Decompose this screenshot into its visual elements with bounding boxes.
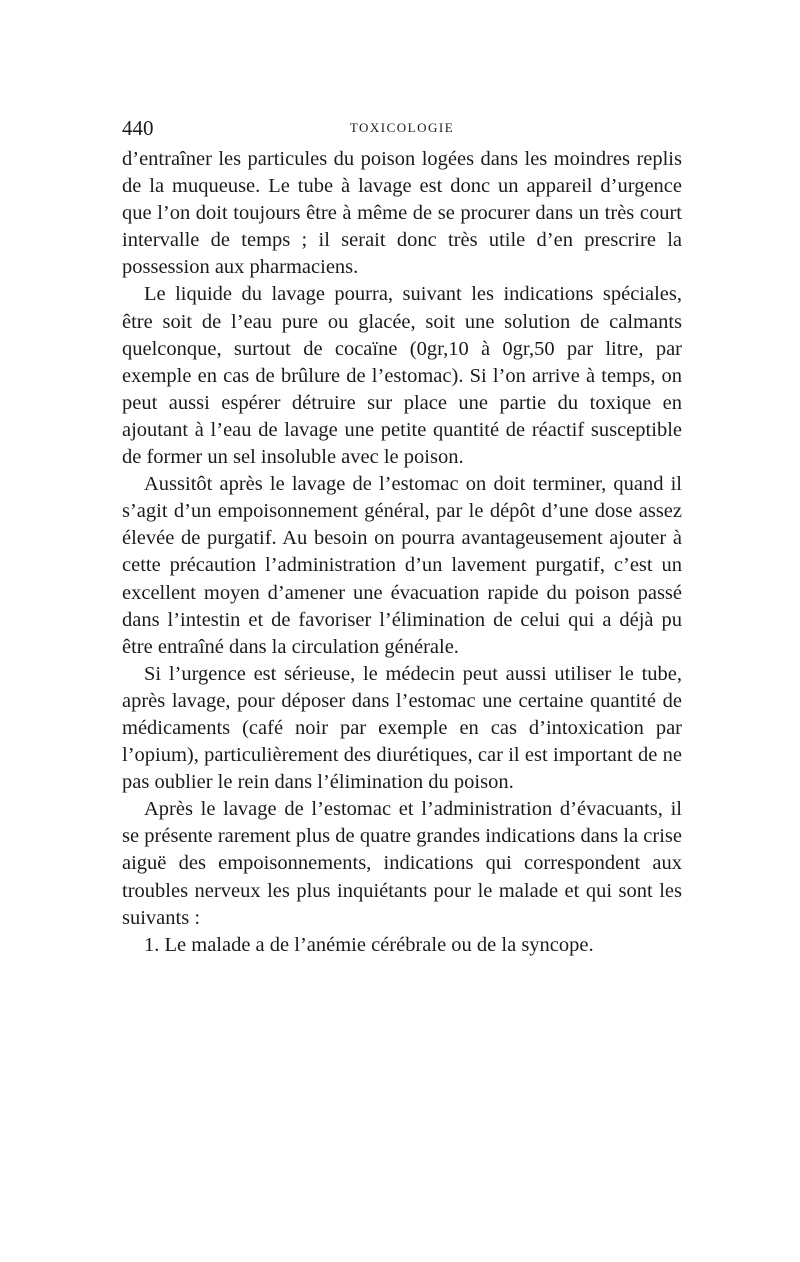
paragraph: Aussitôt après le lavage de l’estomac on doit terminer, quand il s’agit d’un empoisonnement général, par le dépôt d’une dose assez élevée de purgatif. Au besoin on pourra avantageusement ajouter à cette précaution l’administration d’un lavement purgatif, c’est un excellent moyen d’amener une évacuation rapide du poison passé dans l’intestin et de favoriser l’élimination de celui qui a déjà pu être entraîné dans la circulation générale.: [122, 473, 682, 658]
running-title: TOXICOLOGIE: [349, 120, 455, 135]
page-number: 440: [122, 116, 154, 140]
numbered-item: 1. Le malade a de l’anémie cérébrale ou de la syncope.: [144, 933, 594, 956]
body-text: [122, 146, 682, 959]
book-page: [122, 112, 682, 959]
paragraph: d’entraîner les particules du poison logées dans les moindres replis de la muqueuse. Le tube à lavage est donc un appareil d’urgence que l’on doit toujours être à même de se procurer dans un très court intervalle de temps ; il serait donc très utile d’en prescrire la possession aux pharmaciens.: [122, 148, 682, 279]
page-header: [122, 112, 682, 146]
paragraph: Le liquide du lavage pourra, suivant les indications spéciales, être soit de l’eau pure ou glacée, soit une solution de calmants quelconque, surtout de cocaïne (0gr,10 à 0gr,50 par litre, par exemple en cas de brûlure de l’estomac). Si l’on arrive à temps, on peut aussi espérer détruire sur place une partie du toxique en ajoutant à l’eau de lavage une petite quantité de réactif susceptible de former un sel insoluble avec le poison.: [122, 283, 682, 469]
paragraph: Si l’urgence est sérieuse, le médecin peut aussi utiliser le tube, après lavage, pour déposer dans l’estomac une certaine quantité de médicaments (café noir par exemple en cas d’intoxication par l’opium), particulièrement des diurétiques, car il est important de ne pas oublier le rein dans l’élimination du poison.: [122, 662, 682, 794]
paragraph: Après le lavage de l’estomac et l’administration d’évacuants, il se présente rarement plus de quatre grandes indications dans la crise aiguë des empoisonnements, indications qui correspondent aux troubles nerveux les plus inquiétants pour le malade et qui sont les suivants :: [122, 798, 682, 929]
